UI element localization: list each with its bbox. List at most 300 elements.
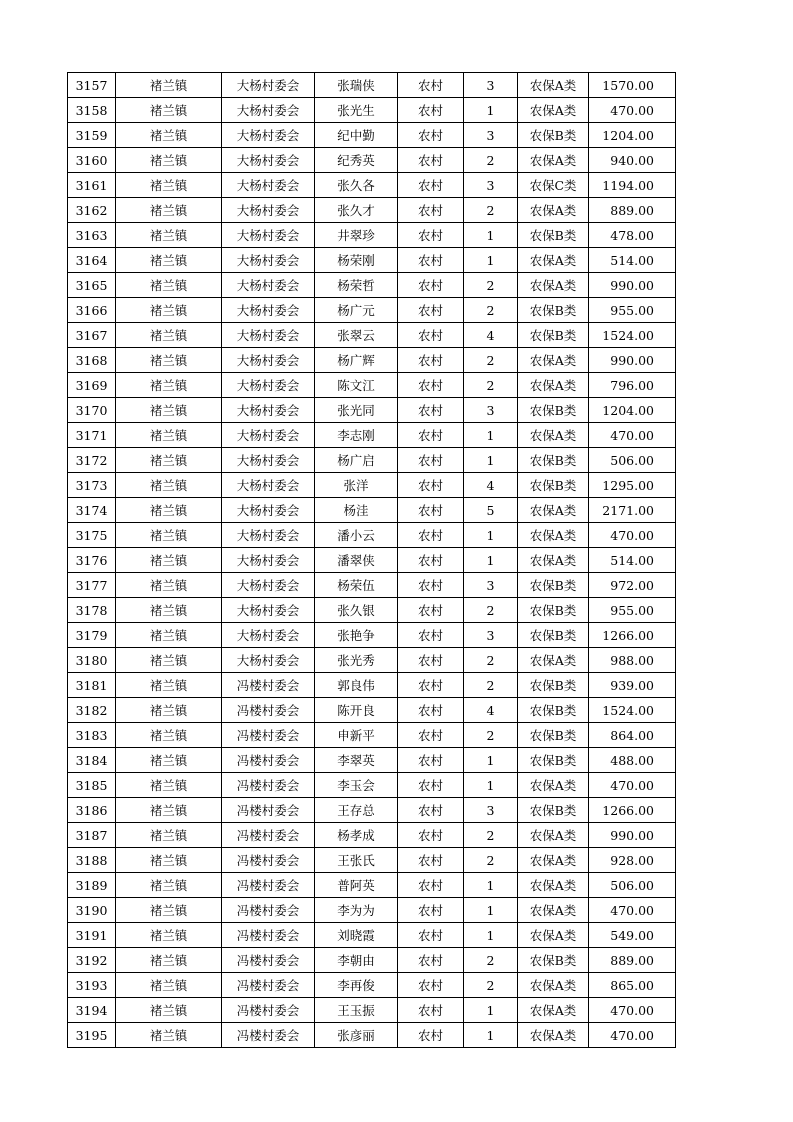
area-cell: 农村: [398, 223, 464, 248]
category-cell: 农保B类: [518, 748, 589, 773]
name-cell: 王存总: [315, 798, 398, 823]
count-cell: 3: [464, 73, 518, 98]
serial-cell: 3170: [68, 398, 116, 423]
records-table: [67, 72, 676, 1048]
amount-cell: 955.00: [589, 598, 676, 623]
category-cell: 农保A类: [518, 923, 589, 948]
town-cell: 褚兰镇: [116, 1023, 222, 1048]
name-cell: 陈文江: [315, 373, 398, 398]
table-row: [68, 823, 676, 848]
amount-cell: 506.00: [589, 873, 676, 898]
category-cell: 农保B类: [518, 223, 589, 248]
town-cell: 褚兰镇: [116, 148, 222, 173]
count-cell: 3: [464, 798, 518, 823]
town-cell: 褚兰镇: [116, 573, 222, 598]
area-cell: 农村: [398, 548, 464, 573]
village-cell: 大杨村委会: [222, 548, 315, 573]
count-cell: 2: [464, 973, 518, 998]
table-body: [68, 73, 676, 1048]
category-cell: 农保B类: [518, 573, 589, 598]
table-row: [68, 573, 676, 598]
name-cell: 井翠珍: [315, 223, 398, 248]
name-cell: 郭良伟: [315, 673, 398, 698]
amount-cell: 864.00: [589, 723, 676, 748]
table-row: [68, 898, 676, 923]
serial-cell: 3174: [68, 498, 116, 523]
town-cell: 褚兰镇: [116, 948, 222, 973]
count-cell: 4: [464, 323, 518, 348]
category-cell: 农保A类: [518, 273, 589, 298]
area-cell: 农村: [398, 473, 464, 498]
area-cell: 农村: [398, 573, 464, 598]
area-cell: 农村: [398, 398, 464, 423]
town-cell: 褚兰镇: [116, 198, 222, 223]
count-cell: 2: [464, 648, 518, 673]
count-cell: 1: [464, 898, 518, 923]
table-row: [68, 723, 676, 748]
area-cell: 农村: [398, 648, 464, 673]
town-cell: 褚兰镇: [116, 898, 222, 923]
count-cell: 1: [464, 448, 518, 473]
name-cell: 潘翠侠: [315, 548, 398, 573]
category-cell: 农保A类: [518, 773, 589, 798]
village-cell: 大杨村委会: [222, 423, 315, 448]
table-row: [68, 498, 676, 523]
name-cell: 张洋: [315, 473, 398, 498]
village-cell: 大杨村委会: [222, 448, 315, 473]
serial-cell: 3179: [68, 623, 116, 648]
table-row: [68, 223, 676, 248]
amount-cell: 1266.00: [589, 623, 676, 648]
category-cell: 农保B类: [518, 698, 589, 723]
amount-cell: 2171.00: [589, 498, 676, 523]
area-cell: 农村: [398, 73, 464, 98]
amount-cell: 889.00: [589, 948, 676, 973]
name-cell: 张彦丽: [315, 1023, 398, 1048]
village-cell: 冯楼村委会: [222, 948, 315, 973]
village-cell: 大杨村委会: [222, 623, 315, 648]
count-cell: 1: [464, 998, 518, 1023]
table-row: [68, 473, 676, 498]
area-cell: 农村: [398, 723, 464, 748]
village-cell: 大杨村委会: [222, 148, 315, 173]
amount-cell: 1204.00: [589, 398, 676, 423]
table-row: [68, 298, 676, 323]
count-cell: 2: [464, 148, 518, 173]
village-cell: 大杨村委会: [222, 573, 315, 598]
count-cell: 2: [464, 848, 518, 873]
area-cell: 农村: [398, 148, 464, 173]
category-cell: 农保B类: [518, 798, 589, 823]
village-cell: 冯楼村委会: [222, 748, 315, 773]
name-cell: 李为为: [315, 898, 398, 923]
amount-cell: 990.00: [589, 823, 676, 848]
serial-cell: 3161: [68, 173, 116, 198]
table-row: [68, 848, 676, 873]
count-cell: 3: [464, 173, 518, 198]
serial-cell: 3163: [68, 223, 116, 248]
category-cell: 农保A类: [518, 248, 589, 273]
name-cell: 杨孝成: [315, 823, 398, 848]
town-cell: 褚兰镇: [116, 823, 222, 848]
serial-cell: 3180: [68, 648, 116, 673]
table-row: [68, 698, 676, 723]
area-cell: 农村: [398, 798, 464, 823]
count-cell: 1: [464, 873, 518, 898]
count-cell: 2: [464, 673, 518, 698]
table-row: [68, 623, 676, 648]
serial-cell: 3172: [68, 448, 116, 473]
category-cell: 农保B类: [518, 123, 589, 148]
area-cell: 农村: [398, 448, 464, 473]
amount-cell: 1194.00: [589, 173, 676, 198]
village-cell: 大杨村委会: [222, 98, 315, 123]
serial-cell: 3182: [68, 698, 116, 723]
town-cell: 褚兰镇: [116, 173, 222, 198]
category-cell: 农保C类: [518, 173, 589, 198]
name-cell: 普阿英: [315, 873, 398, 898]
table-row: [68, 98, 676, 123]
village-cell: 冯楼村委会: [222, 673, 315, 698]
serial-cell: 3183: [68, 723, 116, 748]
name-cell: 张久才: [315, 198, 398, 223]
amount-cell: 470.00: [589, 898, 676, 923]
area-cell: 农村: [398, 173, 464, 198]
town-cell: 褚兰镇: [116, 698, 222, 723]
village-cell: 大杨村委会: [222, 273, 315, 298]
category-cell: 农保A类: [518, 523, 589, 548]
name-cell: 王张氏: [315, 848, 398, 873]
serial-cell: 3184: [68, 748, 116, 773]
town-cell: 褚兰镇: [116, 848, 222, 873]
area-cell: 农村: [398, 948, 464, 973]
town-cell: 褚兰镇: [116, 323, 222, 348]
name-cell: 李志刚: [315, 423, 398, 448]
town-cell: 褚兰镇: [116, 73, 222, 98]
village-cell: 冯楼村委会: [222, 973, 315, 998]
village-cell: 大杨村委会: [222, 223, 315, 248]
town-cell: 褚兰镇: [116, 223, 222, 248]
area-cell: 农村: [398, 698, 464, 723]
name-cell: 陈开良: [315, 698, 398, 723]
town-cell: 褚兰镇: [116, 748, 222, 773]
count-cell: 2: [464, 823, 518, 848]
village-cell: 大杨村委会: [222, 348, 315, 373]
town-cell: 褚兰镇: [116, 298, 222, 323]
serial-cell: 3157: [68, 73, 116, 98]
serial-cell: 3165: [68, 273, 116, 298]
table-row: [68, 598, 676, 623]
count-cell: 1: [464, 223, 518, 248]
category-cell: 农保A类: [518, 148, 589, 173]
amount-cell: 940.00: [589, 148, 676, 173]
table-row: [68, 73, 676, 98]
area-cell: 农村: [398, 748, 464, 773]
town-cell: 褚兰镇: [116, 498, 222, 523]
table-row: [68, 273, 676, 298]
category-cell: 农保A类: [518, 873, 589, 898]
area-cell: 农村: [398, 348, 464, 373]
name-cell: 张翠云: [315, 323, 398, 348]
table-row: [68, 523, 676, 548]
name-cell: 李玉会: [315, 773, 398, 798]
category-cell: 农保A类: [518, 98, 589, 123]
category-cell: 农保B类: [518, 673, 589, 698]
category-cell: 农保B类: [518, 398, 589, 423]
serial-cell: 3164: [68, 248, 116, 273]
village-cell: 大杨村委会: [222, 523, 315, 548]
amount-cell: 1295.00: [589, 473, 676, 498]
amount-cell: 506.00: [589, 448, 676, 473]
area-cell: 农村: [398, 273, 464, 298]
count-cell: 2: [464, 598, 518, 623]
serial-cell: 3168: [68, 348, 116, 373]
amount-cell: 889.00: [589, 198, 676, 223]
amount-cell: 972.00: [589, 573, 676, 598]
count-cell: 4: [464, 698, 518, 723]
town-cell: 褚兰镇: [116, 373, 222, 398]
town-cell: 褚兰镇: [116, 398, 222, 423]
village-cell: 大杨村委会: [222, 298, 315, 323]
serial-cell: 3189: [68, 873, 116, 898]
area-cell: 农村: [398, 123, 464, 148]
amount-cell: 514.00: [589, 548, 676, 573]
village-cell: 冯楼村委会: [222, 823, 315, 848]
town-cell: 褚兰镇: [116, 473, 222, 498]
village-cell: 大杨村委会: [222, 373, 315, 398]
town-cell: 褚兰镇: [116, 998, 222, 1023]
town-cell: 褚兰镇: [116, 648, 222, 673]
name-cell: 纪秀英: [315, 148, 398, 173]
village-cell: 大杨村委会: [222, 198, 315, 223]
amount-cell: 1570.00: [589, 73, 676, 98]
serial-cell: 3173: [68, 473, 116, 498]
category-cell: 农保A类: [518, 648, 589, 673]
name-cell: 杨洼: [315, 498, 398, 523]
count-cell: 1: [464, 523, 518, 548]
name-cell: 杨荣刚: [315, 248, 398, 273]
serial-cell: 3185: [68, 773, 116, 798]
table-row: [68, 173, 676, 198]
amount-cell: 470.00: [589, 423, 676, 448]
area-cell: 农村: [398, 248, 464, 273]
count-cell: 1: [464, 773, 518, 798]
town-cell: 褚兰镇: [116, 523, 222, 548]
name-cell: 张艳争: [315, 623, 398, 648]
name-cell: 杨广启: [315, 448, 398, 473]
serial-cell: 3158: [68, 98, 116, 123]
count-cell: 4: [464, 473, 518, 498]
amount-cell: 470.00: [589, 523, 676, 548]
amount-cell: 955.00: [589, 298, 676, 323]
name-cell: 杨广辉: [315, 348, 398, 373]
serial-cell: 3186: [68, 798, 116, 823]
village-cell: 大杨村委会: [222, 648, 315, 673]
count-cell: 1: [464, 98, 518, 123]
category-cell: 农保A类: [518, 1023, 589, 1048]
amount-cell: 1524.00: [589, 698, 676, 723]
table-row: [68, 373, 676, 398]
amount-cell: 470.00: [589, 1023, 676, 1048]
count-cell: 3: [464, 623, 518, 648]
town-cell: 褚兰镇: [116, 123, 222, 148]
town-cell: 褚兰镇: [116, 973, 222, 998]
name-cell: 李翠英: [315, 748, 398, 773]
village-cell: 冯楼村委会: [222, 798, 315, 823]
name-cell: 张久银: [315, 598, 398, 623]
area-cell: 农村: [398, 773, 464, 798]
category-cell: 农保A类: [518, 373, 589, 398]
table-row: [68, 348, 676, 373]
name-cell: 李再俊: [315, 973, 398, 998]
table-row: [68, 323, 676, 348]
table-row: [68, 948, 676, 973]
count-cell: 2: [464, 273, 518, 298]
category-cell: 农保A类: [518, 348, 589, 373]
serial-cell: 3160: [68, 148, 116, 173]
amount-cell: 478.00: [589, 223, 676, 248]
area-cell: 农村: [398, 423, 464, 448]
name-cell: 张光同: [315, 398, 398, 423]
village-cell: 冯楼村委会: [222, 998, 315, 1023]
town-cell: 褚兰镇: [116, 623, 222, 648]
table-row: [68, 548, 676, 573]
area-cell: 农村: [398, 598, 464, 623]
table-row: [68, 998, 676, 1023]
count-cell: 5: [464, 498, 518, 523]
category-cell: 农保B类: [518, 323, 589, 348]
count-cell: 2: [464, 348, 518, 373]
amount-cell: 796.00: [589, 373, 676, 398]
amount-cell: 1204.00: [589, 123, 676, 148]
serial-cell: 3190: [68, 898, 116, 923]
category-cell: 农保B类: [518, 448, 589, 473]
name-cell: 张光秀: [315, 648, 398, 673]
village-cell: 大杨村委会: [222, 323, 315, 348]
count-cell: 1: [464, 748, 518, 773]
name-cell: 王玉振: [315, 998, 398, 1023]
name-cell: 张瑞侠: [315, 73, 398, 98]
village-cell: 大杨村委会: [222, 248, 315, 273]
serial-cell: 3169: [68, 373, 116, 398]
category-cell: 农保A类: [518, 998, 589, 1023]
area-cell: 农村: [398, 823, 464, 848]
area-cell: 农村: [398, 198, 464, 223]
name-cell: 张久各: [315, 173, 398, 198]
count-cell: 1: [464, 1023, 518, 1048]
count-cell: 2: [464, 723, 518, 748]
table-row: [68, 148, 676, 173]
village-cell: 大杨村委会: [222, 598, 315, 623]
serial-cell: 3178: [68, 598, 116, 623]
table-row: [68, 873, 676, 898]
name-cell: 申新平: [315, 723, 398, 748]
amount-cell: 928.00: [589, 848, 676, 873]
count-cell: 1: [464, 423, 518, 448]
village-cell: 大杨村委会: [222, 473, 315, 498]
town-cell: 褚兰镇: [116, 348, 222, 373]
town-cell: 褚兰镇: [116, 773, 222, 798]
town-cell: 褚兰镇: [116, 873, 222, 898]
name-cell: 杨荣伍: [315, 573, 398, 598]
table-row: [68, 198, 676, 223]
name-cell: 张光生: [315, 98, 398, 123]
area-cell: 农村: [398, 98, 464, 123]
amount-cell: 865.00: [589, 973, 676, 998]
table-row: [68, 973, 676, 998]
town-cell: 褚兰镇: [116, 98, 222, 123]
area-cell: 农村: [398, 873, 464, 898]
table-row: [68, 648, 676, 673]
serial-cell: 3171: [68, 423, 116, 448]
village-cell: 大杨村委会: [222, 123, 315, 148]
table-row: [68, 248, 676, 273]
amount-cell: 488.00: [589, 748, 676, 773]
table-row: [68, 673, 676, 698]
count-cell: 3: [464, 398, 518, 423]
category-cell: 农保A类: [518, 498, 589, 523]
amount-cell: 939.00: [589, 673, 676, 698]
amount-cell: 990.00: [589, 348, 676, 373]
town-cell: 褚兰镇: [116, 923, 222, 948]
category-cell: 农保B类: [518, 473, 589, 498]
area-cell: 农村: [398, 298, 464, 323]
count-cell: 3: [464, 573, 518, 598]
name-cell: 纪中勤: [315, 123, 398, 148]
amount-cell: 470.00: [589, 998, 676, 1023]
name-cell: 李朝由: [315, 948, 398, 973]
table-row: [68, 923, 676, 948]
area-cell: 农村: [398, 623, 464, 648]
serial-cell: 3166: [68, 298, 116, 323]
category-cell: 农保A类: [518, 548, 589, 573]
table-row: [68, 448, 676, 473]
amount-cell: 1524.00: [589, 323, 676, 348]
amount-cell: 514.00: [589, 248, 676, 273]
table-row: [68, 748, 676, 773]
category-cell: 农保B类: [518, 723, 589, 748]
area-cell: 农村: [398, 998, 464, 1023]
area-cell: 农村: [398, 923, 464, 948]
table-row: [68, 123, 676, 148]
village-cell: 冯楼村委会: [222, 698, 315, 723]
area-cell: 农村: [398, 848, 464, 873]
table-row: [68, 1023, 676, 1048]
village-cell: 冯楼村委会: [222, 923, 315, 948]
amount-cell: 988.00: [589, 648, 676, 673]
count-cell: 2: [464, 373, 518, 398]
serial-cell: 3176: [68, 548, 116, 573]
count-cell: 2: [464, 298, 518, 323]
table-row: [68, 423, 676, 448]
amount-cell: 470.00: [589, 773, 676, 798]
area-cell: 农村: [398, 1023, 464, 1048]
village-cell: 冯楼村委会: [222, 1023, 315, 1048]
category-cell: 农保A类: [518, 973, 589, 998]
serial-cell: 3188: [68, 848, 116, 873]
table-row: [68, 398, 676, 423]
amount-cell: 549.00: [589, 923, 676, 948]
category-cell: 农保A类: [518, 848, 589, 873]
village-cell: 冯楼村委会: [222, 873, 315, 898]
name-cell: 杨荣哲: [315, 273, 398, 298]
serial-cell: 3195: [68, 1023, 116, 1048]
village-cell: 大杨村委会: [222, 398, 315, 423]
category-cell: 农保A类: [518, 73, 589, 98]
serial-cell: 3191: [68, 923, 116, 948]
serial-cell: 3194: [68, 998, 116, 1023]
serial-cell: 3187: [68, 823, 116, 848]
